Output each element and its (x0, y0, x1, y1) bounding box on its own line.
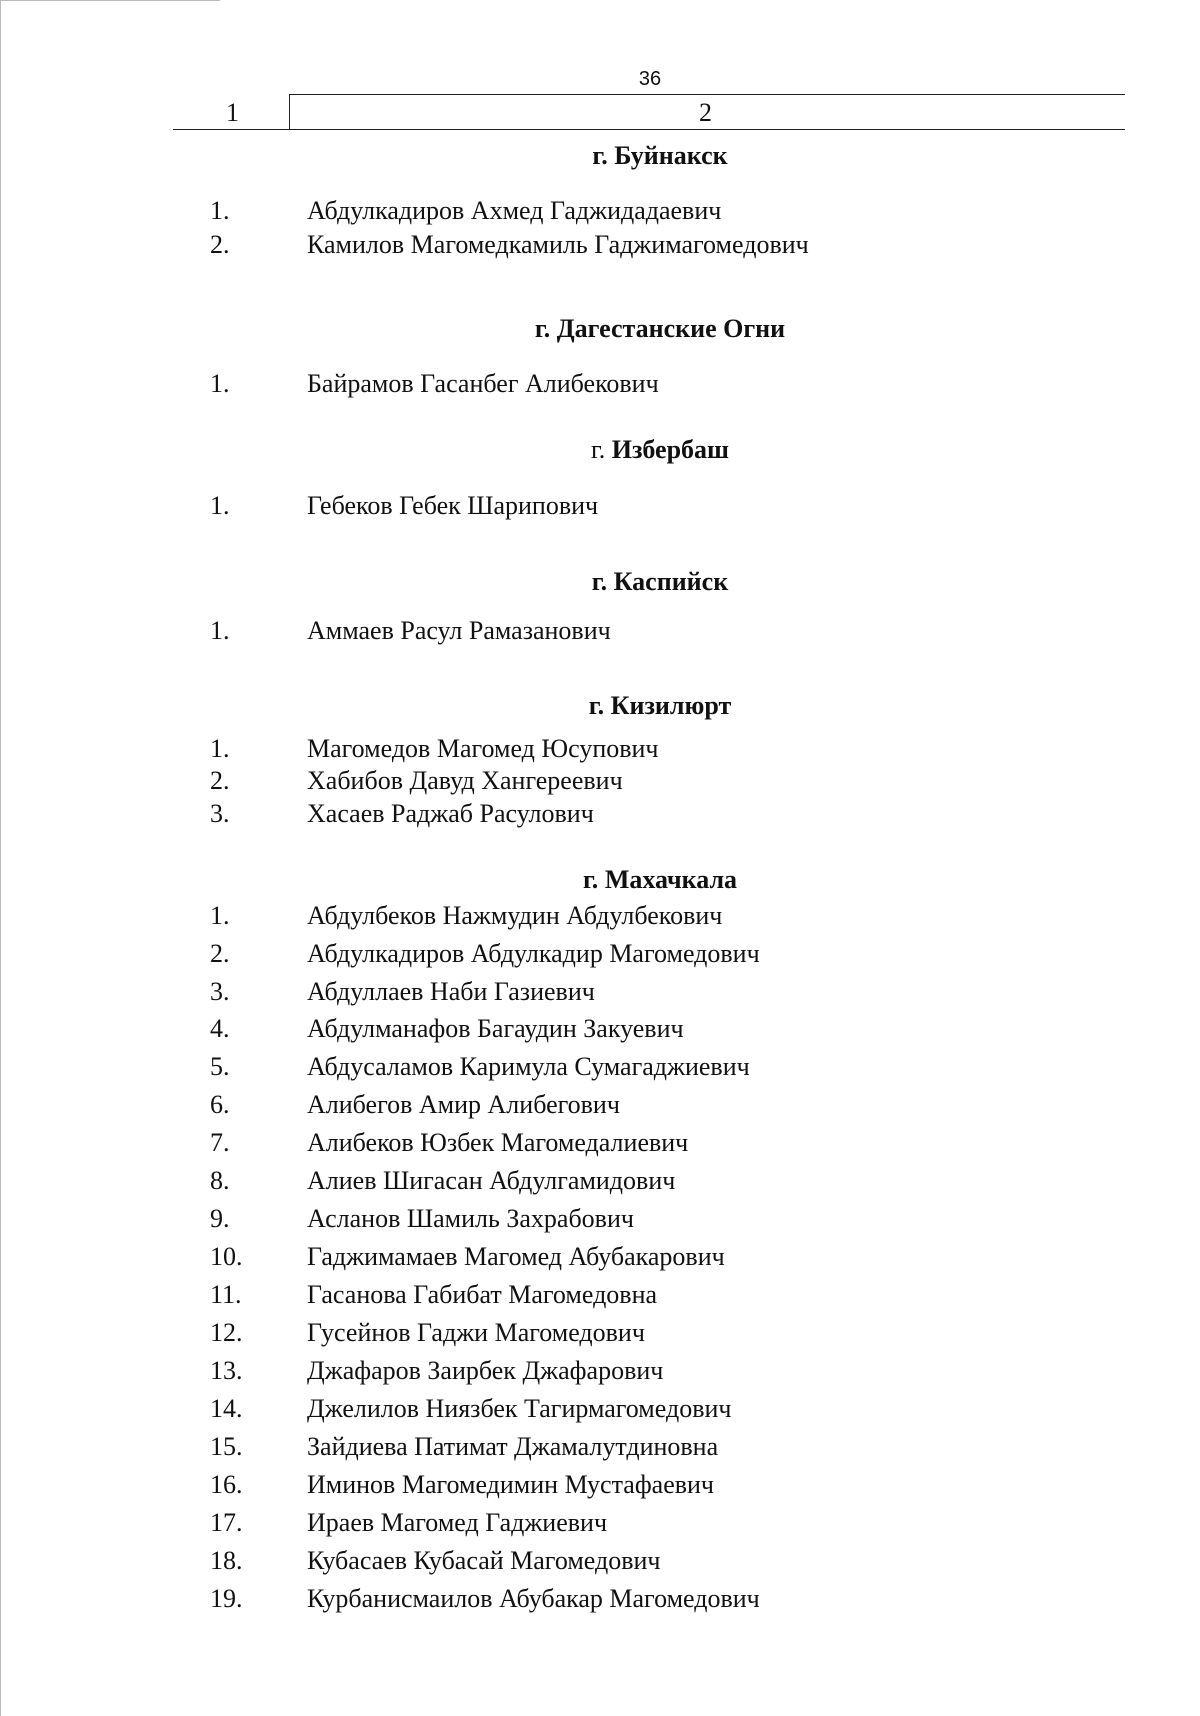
list-item-number: 4. (210, 1014, 230, 1043)
list-item-name: Абдулкадиров Абдулкадир Магомедович (307, 939, 760, 968)
table-header-top-line (290, 94, 1125, 95)
section-heading-city: Избербаш (611, 435, 729, 464)
list-item-number: 1. (210, 369, 230, 398)
list-item-name: Аммаев Расул Рамазанович (307, 616, 611, 645)
list-item-name: Камилов Магомедкамиль Гаджимагомедович (307, 230, 809, 259)
page-number: 36 (638, 68, 662, 90)
list-item-name: Абдулкадиров Ахмед Гаджидадаевич (307, 196, 722, 225)
list-item-number: 16. (210, 1470, 243, 1499)
section-heading-city: Каспийск (613, 567, 729, 596)
section-heading (330, 865, 990, 895)
section-heading-prefix: г. (591, 567, 614, 596)
list-item-number: 1. (210, 901, 230, 930)
list-item-number: 2. (210, 939, 230, 968)
list-item-name: Зайдиева Патимат Джамалутдиновна (307, 1432, 719, 1461)
table-header-divider (289, 94, 290, 130)
section-heading (330, 567, 990, 597)
list-item-number: 1. (210, 491, 230, 520)
section-heading (330, 141, 990, 171)
list-item-number: 7. (210, 1128, 230, 1157)
section-heading-prefix: г. (590, 435, 612, 464)
section-heading-prefix: г. (534, 314, 557, 343)
list-item-name: Хасаев Раджаб Расулович (307, 799, 594, 828)
list-item-number: 1. (210, 616, 230, 645)
list-item-number: 8. (210, 1166, 230, 1195)
list-item-number: 17. (210, 1508, 243, 1537)
section-heading-city: Дагестанские Огни (556, 314, 786, 343)
list-item-name: Гебеков Гебек Шарипович (307, 491, 599, 520)
list-item-number: 1. (210, 734, 230, 763)
list-item-name: Курбанисмаилов Абубакар Магомедович (307, 1584, 760, 1613)
list-item-name: Абдуллаев Наби Газиевич (307, 977, 595, 1006)
column-header-1: 1 (226, 98, 239, 127)
section-heading (330, 314, 990, 344)
list-item-name: Асланов Шамиль Захрабович (307, 1204, 634, 1233)
list-item-number: 6. (210, 1090, 230, 1119)
list-item-number: 3. (210, 799, 230, 828)
list-item-number: 5. (210, 1052, 230, 1081)
section-heading-city: Буйнакск (614, 141, 728, 170)
column-header-2: 2 (699, 98, 712, 127)
list-item-number: 2. (210, 230, 230, 259)
list-item-number: 19. (210, 1584, 243, 1613)
section-heading-city: Махачкала (604, 865, 738, 894)
scan-top-edge (0, 0, 220, 1)
list-item-name: Хабибов Давуд Хангереевич (307, 766, 623, 795)
list-item-number: 11. (210, 1280, 242, 1309)
list-item-number: 13. (210, 1356, 243, 1385)
list-item-name: Алибеков Юзбек Магомедалиевич (307, 1128, 689, 1157)
list-item-name: Ираев Магомед Гаджиевич (307, 1508, 608, 1537)
scan-left-edge (0, 0, 1, 1716)
list-item-name: Абдулманафов Багаудин Закуевич (307, 1014, 684, 1043)
list-item-number: 14. (210, 1394, 243, 1423)
list-item-name: Магомедов Магомед Юсупович (307, 734, 659, 763)
list-item-name: Гусейнов Гаджи Магомедович (307, 1318, 645, 1347)
list-item-name: Джелилов Ниязбек Тагирмагомедович (307, 1394, 732, 1423)
list-item-number: 15. (210, 1432, 243, 1461)
list-item-number: 3. (210, 977, 230, 1006)
list-item-number: 2. (210, 766, 230, 795)
list-item-number: 1. (210, 196, 230, 225)
section-heading (330, 691, 990, 721)
section-heading-prefix: г. (592, 141, 615, 170)
section-heading-city: Кизилюрт (610, 691, 732, 720)
list-item-name: Байрамов Гасанбег Алибекович (307, 369, 659, 398)
list-item-number: 12. (210, 1318, 243, 1347)
table-header-bottom-line (173, 129, 1125, 130)
section-heading (330, 435, 990, 465)
list-item-name: Алиев Шигасан Абдулгамидович (307, 1166, 676, 1195)
list-item-number: 10. (210, 1242, 243, 1271)
list-item-name: Гаджимамаев Магомед Абубакарович (307, 1242, 725, 1271)
list-item-name: Джафаров Заирбек Джафарович (307, 1356, 664, 1385)
list-item-name: Гасанова Габибат Магомедовна (307, 1280, 658, 1309)
list-item-name: Абдусаламов Каримула Сумагаджиевич (307, 1052, 750, 1081)
list-item-name: Кубасаев Кубасай Магомедович (307, 1546, 661, 1575)
list-item-name: Абдулбеков Нажмудин Абдулбекович (307, 901, 723, 930)
list-item-name: Иминов Магомедимин Мустафаевич (307, 1470, 715, 1499)
section-heading-prefix: г. (588, 691, 611, 720)
list-item-number: 18. (210, 1546, 243, 1575)
list-item-number: 9. (210, 1204, 230, 1233)
section-heading-prefix: г. (582, 865, 605, 894)
list-item-name: Алибегов Амир Алибегович (307, 1090, 620, 1119)
